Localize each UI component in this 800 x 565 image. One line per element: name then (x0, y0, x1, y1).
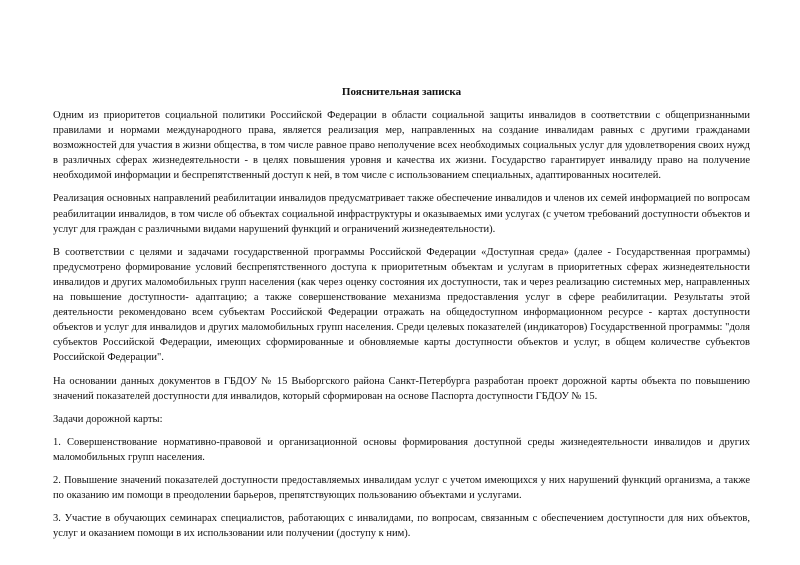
roadmap-tasks-heading: Задачи дорожной карты: (53, 413, 163, 425)
paragraph-rehabilitation: Реализация основных направлений реабилитации инвалидов предусматривает также обеспечение инвалидов и членов их семей информацией по вопросам реабилитации инвалидов, в том числе об объектах социальной инфраструктуры и оказываемых ими услугах (с учетом требований доступности объектов и услуг для граждан с различными видами нарушений функций и ограничений жизнедеятельности). (53, 193, 750, 235)
roadmap-task-2: 2. Повышение значений показателей доступности предоставляемых инвалидам услуг с учетом имеющихся у них нарушений функций организма, а также по оказанию им помощи в преодолении барьеров, препятствующих пользованию объектами и услугами. (53, 474, 750, 502)
document-title: Пояснительная записка (341, 86, 462, 98)
paragraph-roadmap-basis: На основании данных документов в ГБДОУ № 15 Выборгского района Санкт-Петербурга разработан проект дорожной карты объекта по повышению значений показателей доступности для инвалидов, который сформирован на основе Паспорта доступности ГБДОУ № 15. (53, 375, 750, 402)
paragraph-state-program: В соответствии с целями и задачами государственной программы Российской Федерации «Доступная среда» (далее - Государственная программы) предусмотрено формирование условий беспрепятственного доступа к приоритетным объектам и услугам в приоритетных сферах жизнедеятельности инвалидов и других маломобильных групп населения (как через оценку состояния их доступности, так и через реализацию системных мер, направленных на повышение доступности- адаптацию; а также совершенствование механизма предоставления услуг в сфере реабилитации. Результаты этой деятельности рекомендовано всем субъектам Российской Федерации отражать на общедоступном информационном ресурсе - картах доступности объектов и услуг для инвалидов и других маломобильных групп населения. Среди целевых показателей (индикаторов) Государственной программы: "доля субъектов Российской Федерации, имеющих сформированные и обновляемые карты доступности объектов и услуг, в общем количестве субъектов Российской Федерации". (53, 246, 750, 364)
roadmap-task-3: 3. Участие в обучающих семинарах специалистов, работающих с инвалидами, по вопросам, связанным с обеспечением доступности для них объектов, услуг и оказанием помощи в их использовании или получении (доступу к ним). (53, 513, 750, 540)
roadmap-task-1: 1. Совершенствование нормативно-правовой и организационной основы формирования доступной среды жизнедеятельности инвалидов и других маломобильных групп населения. (53, 436, 750, 463)
paragraph-social-policy: Одним из приоритетов социальной политики Российской Федерации в области социальной защиты инвалидов в соответствии с общепризнанными правилами и нормами международного права, является реализация мер, направленных на создание инвалидам равных с другими гражданами возможностей для участия в жизни общества, в том числе равное право неполучение всех необходимых социальных услуг для удовлетворения своих нужд в различных сферах жизнедеятельности - в целях повышения уровня и качества их жизни. Государство гарантирует инвалиду право на получение необходимой информации и беспрепятственный доступ к ней, в том числе с использованием специальных, адаптированных носителей. (53, 110, 750, 182)
document-page (53, 85, 750, 549)
